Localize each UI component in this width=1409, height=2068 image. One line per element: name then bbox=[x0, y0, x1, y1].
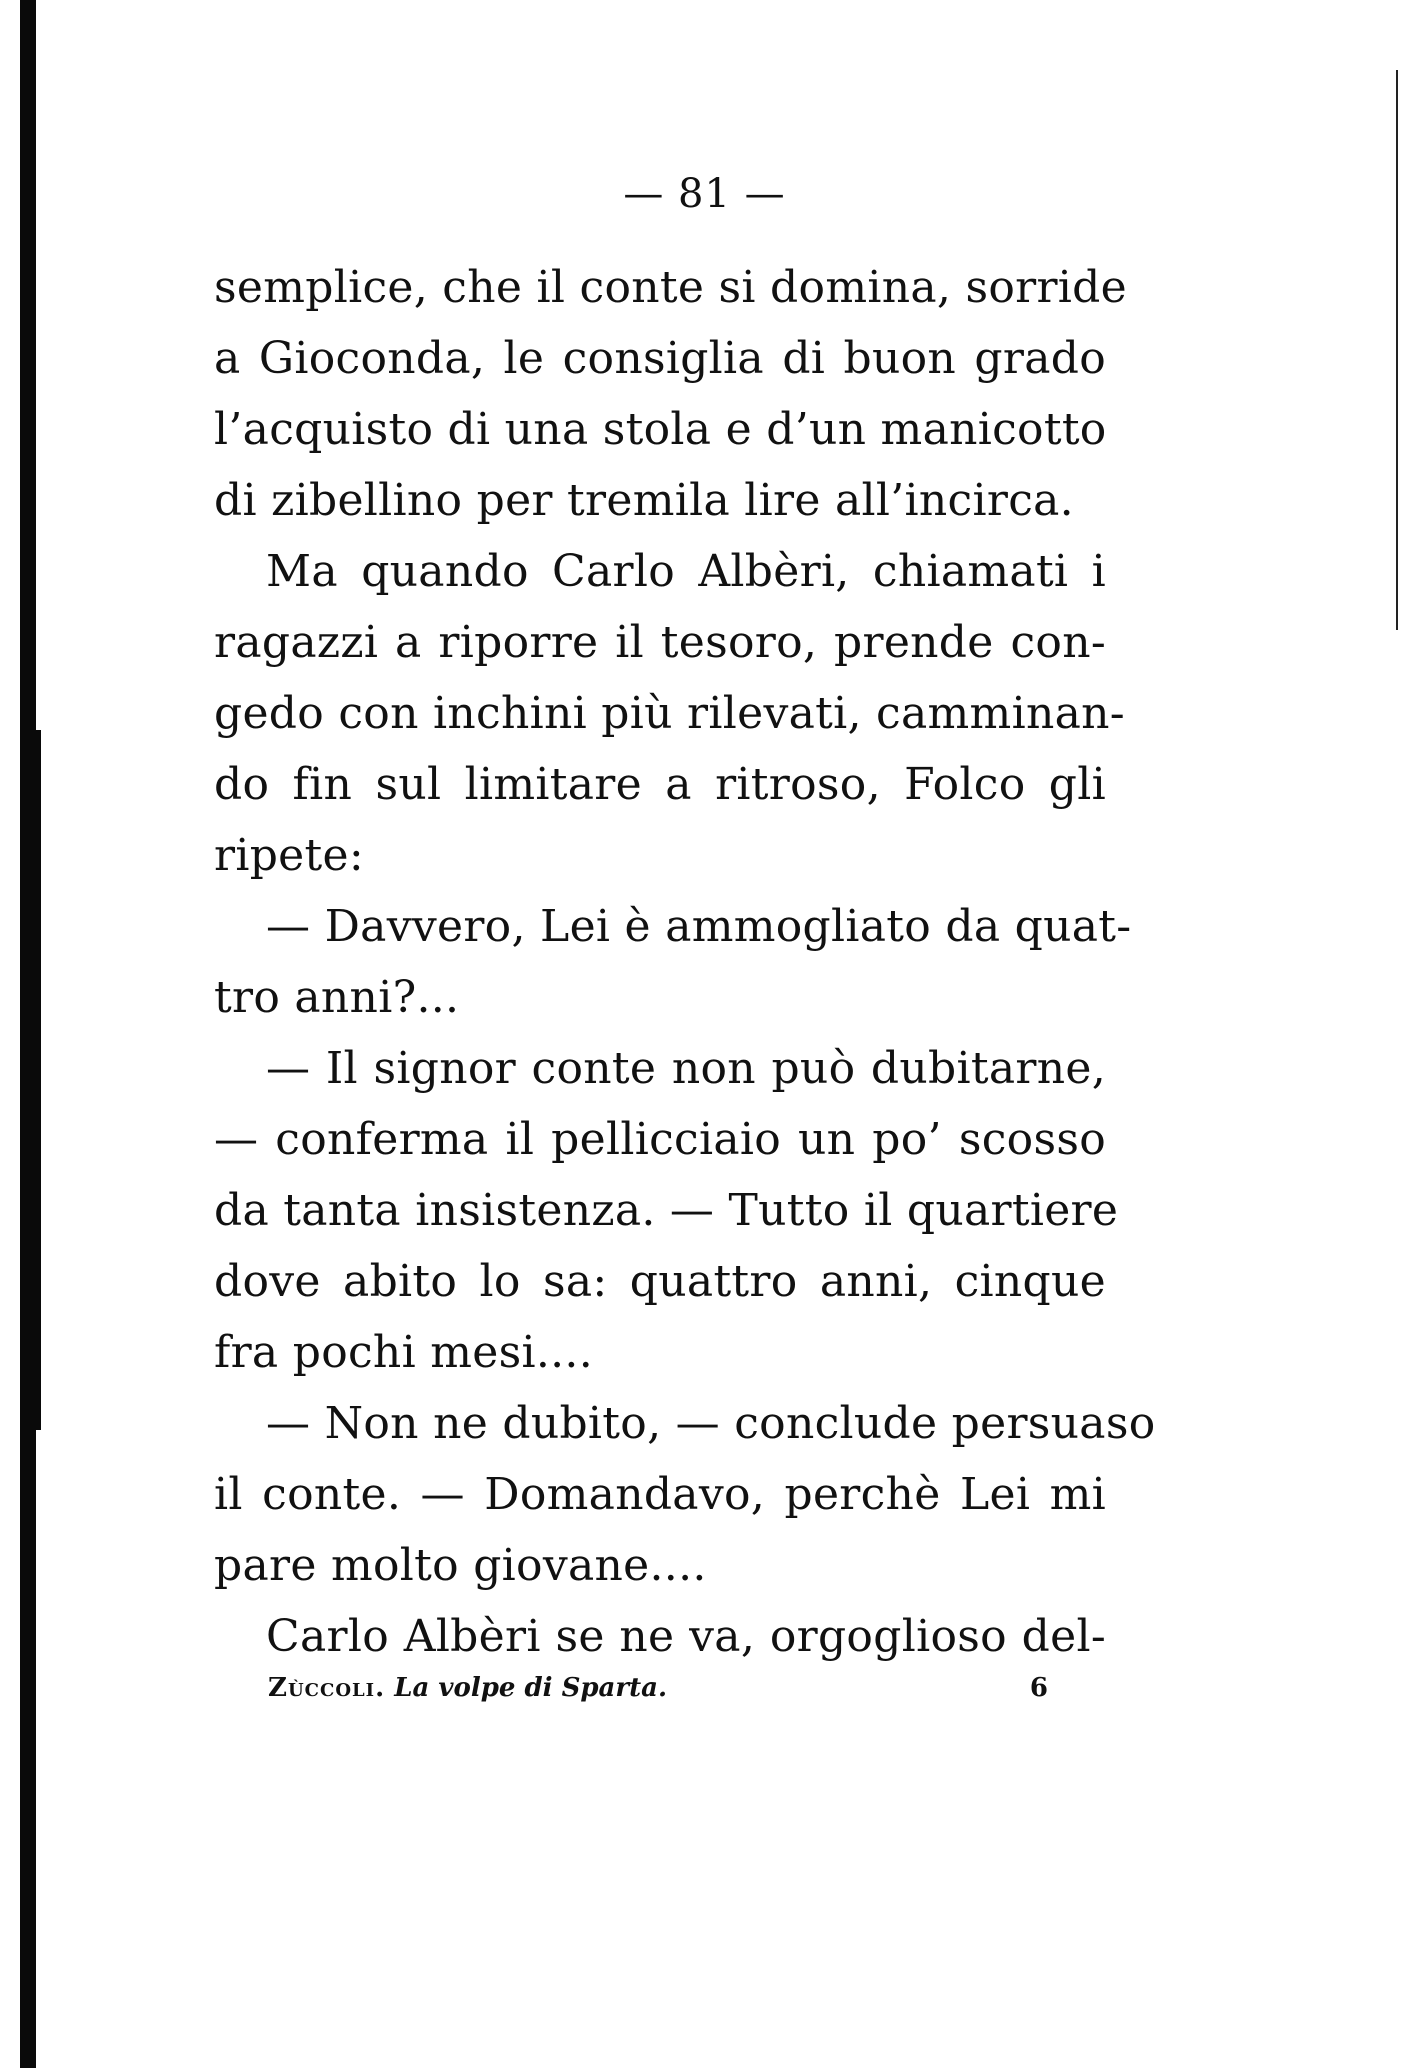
page-number: — 81 — bbox=[623, 171, 786, 217]
footer-signature-mark: 6 bbox=[1029, 1673, 1048, 1703]
text-line: da tanta insistenza. — Tutto il quartiere bbox=[214, 1185, 1119, 1236]
scan-edge-right bbox=[1396, 70, 1398, 630]
text-line: di zibellino per tremila lire all’incirca. bbox=[214, 475, 1074, 526]
text-line: semplice, che il conte si domina, sorride bbox=[214, 262, 1127, 313]
text-line: Ma quando Carlo Albèri, chiamati i bbox=[266, 546, 1106, 597]
text-line: l’acquisto di una stola e d’un manicotto bbox=[214, 404, 1107, 455]
text-line: — Il signor conte non può dubitarne, bbox=[266, 1043, 1106, 1094]
text-line: do fin sul limitare a ritroso, Folco gli bbox=[214, 759, 1106, 810]
text-line: il conte. — Domandavo, perchè Lei mi bbox=[214, 1469, 1106, 1520]
text-line: tro anni?... bbox=[214, 972, 460, 1023]
text-line: — Non ne dubito, — conclude persuaso bbox=[266, 1398, 1156, 1449]
text-line: dove abito lo sa: quattro anni, cinque bbox=[214, 1256, 1106, 1307]
text-line: a Gioconda, le consiglia di buon grado bbox=[214, 333, 1106, 384]
body-text bbox=[214, 252, 1156, 1672]
page-footer bbox=[268, 1672, 1048, 1704]
footer-book-title: La volpe di Sparta. bbox=[394, 1673, 667, 1703]
text-line: Carlo Albèri se ne va, orgoglioso del- bbox=[266, 1611, 1106, 1662]
text-line: — Davvero, Lei è ammogliato da quat- bbox=[266, 901, 1132, 952]
text-line: pare molto giovane.... bbox=[214, 1540, 707, 1591]
text-line: fra pochi mesi.... bbox=[214, 1327, 593, 1378]
text-line: gedo con inchini più rilevati, camminan- bbox=[214, 688, 1125, 739]
scan-edge-left-shadow bbox=[32, 730, 41, 1430]
footer-author: Zùccoli. bbox=[268, 1673, 386, 1703]
text-line: — conferma il pellicciaio un po’ scosso bbox=[214, 1114, 1106, 1165]
text-line: ragazzi a riporre il tesoro, prende con- bbox=[214, 617, 1106, 668]
text-line: ripete: bbox=[214, 830, 364, 881]
